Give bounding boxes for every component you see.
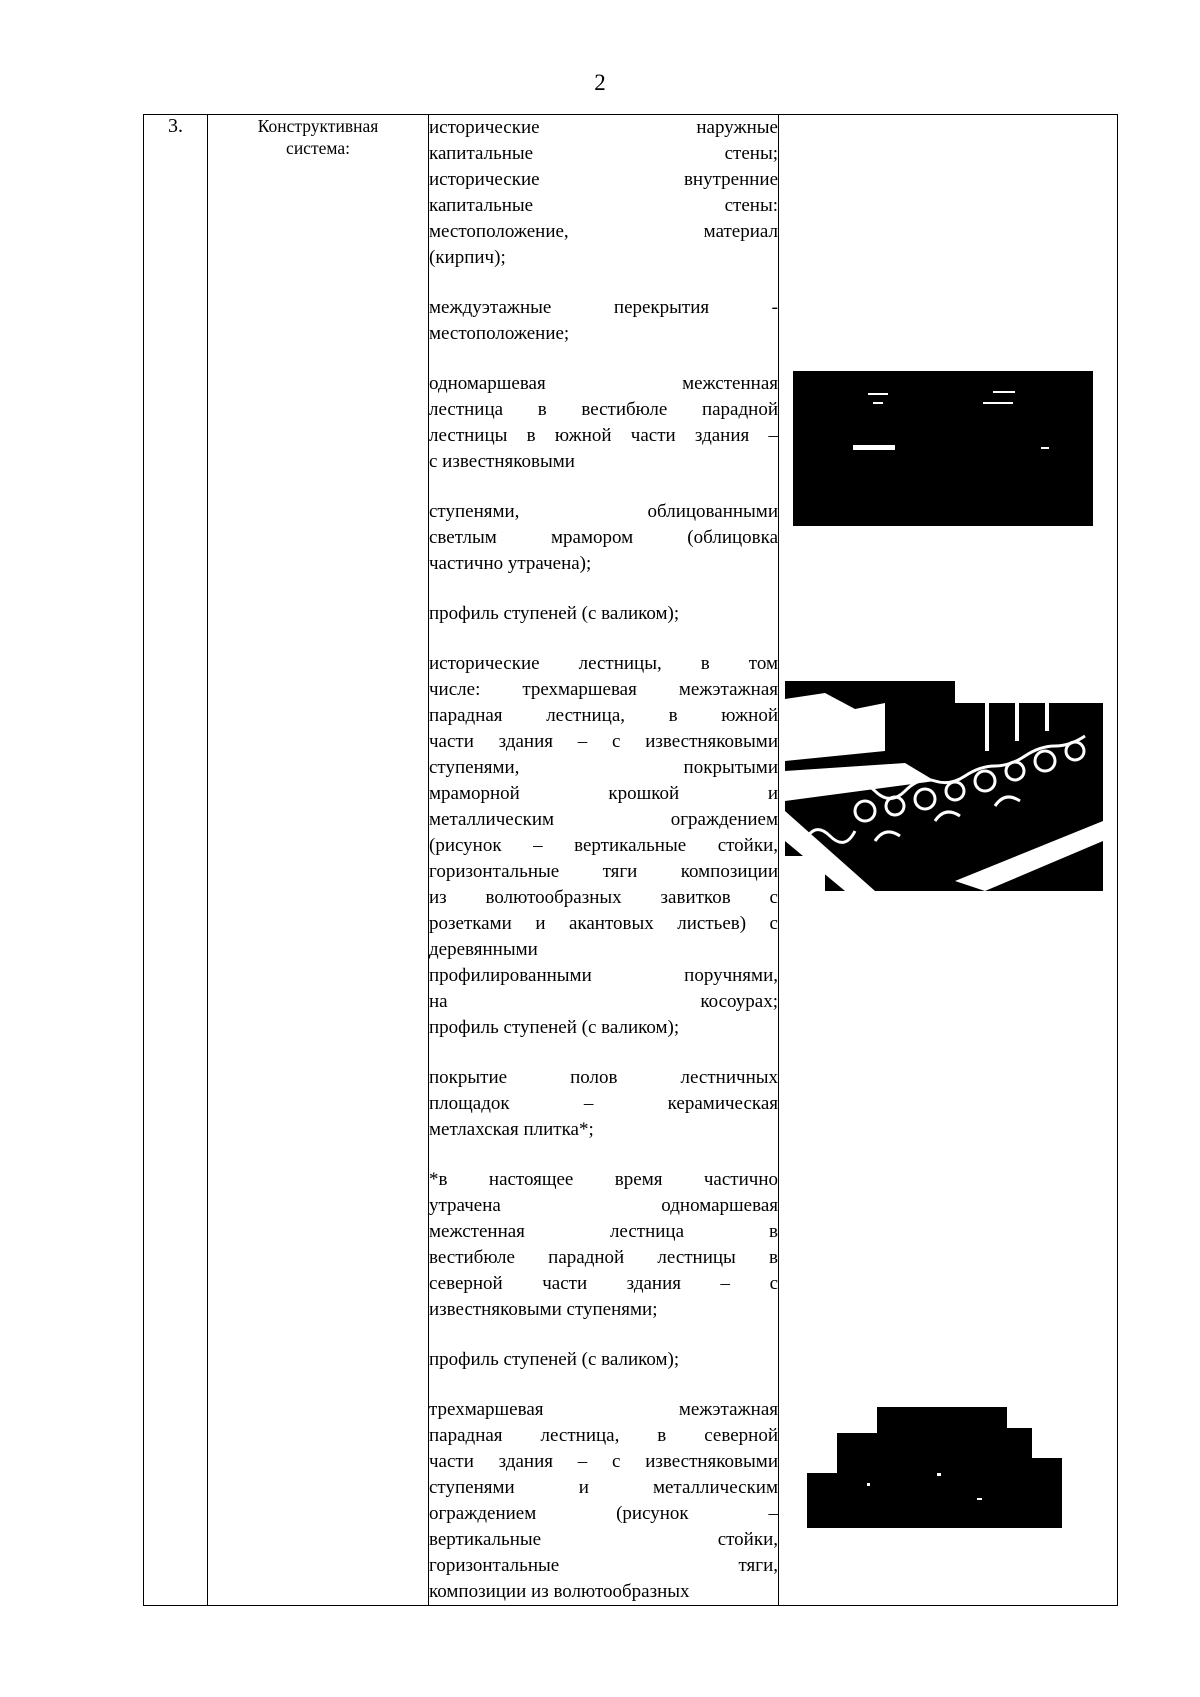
description-line: местоположение, материал (429, 221, 778, 242)
description-line: метлахская плитка*; (429, 1119, 594, 1140)
description-line: трехмаршевая межэтажная (429, 1399, 778, 1420)
table-row (144, 115, 1118, 1606)
description-cell (429, 115, 779, 1606)
description-line: мраморной крошкой и (429, 783, 778, 804)
description-line: с известняковыми (429, 451, 575, 472)
paragraph-gap (429, 627, 778, 651)
description-line: ступенями, покрытыми (429, 757, 778, 778)
description-paragraph (429, 601, 778, 627)
description-line: парадная лестница, в северной (429, 1425, 778, 1446)
description-line: композиции из волютообразных (429, 1581, 690, 1602)
description-line: деревянными (429, 939, 538, 960)
description-paragraph (429, 1397, 778, 1605)
description-line: вестибюле парадной лестницы в (429, 1247, 778, 1268)
row-number-cell (144, 115, 208, 1606)
description-line: междуэтажные перекрытия - (429, 297, 778, 318)
description-line: (кирпич); (429, 247, 506, 268)
description-line: капитальные стены: (429, 195, 778, 216)
description-paragraph (429, 1347, 778, 1373)
south-staircase-railing-photo (785, 681, 1103, 891)
description-line: профиль ступеней (с валиком); (429, 1349, 680, 1370)
monument-subject-table (143, 114, 1118, 1606)
description-line: одномаршевая межстенная (429, 373, 778, 394)
description-line: межстенная лестница в (429, 1221, 778, 1242)
description-line: профиль ступеней (с валиком); (429, 603, 680, 624)
description-line: лестница в вестибюле парадной (429, 399, 778, 420)
description-line: ступенями и металлическим (429, 1477, 778, 1498)
description-line: северной части здания – с (429, 1273, 778, 1294)
subject-name-line: Конструктивная (257, 116, 379, 136)
description-line: известняковыми ступенями; (429, 1299, 658, 1320)
description-line: лестницы в южной части здания – (429, 425, 778, 446)
description-paragraph (429, 295, 778, 347)
subject-name-cell (208, 115, 429, 1606)
paragraph-gap (429, 475, 778, 499)
paragraph-gap (429, 1373, 778, 1397)
description-line: вертикальные стойки, (429, 1529, 778, 1550)
description-line: покрытие полов лестничных (429, 1067, 778, 1088)
description-line: числе: трехмаршевая межэтажная (429, 679, 778, 700)
paragraph-gap (429, 271, 778, 295)
paragraph-gap (429, 347, 778, 371)
description-paragraph (429, 1167, 778, 1323)
description-paragraph (429, 115, 778, 271)
description-line: ступенями, облицованными (429, 501, 778, 522)
description-line: металлическим ограждением (429, 809, 778, 830)
vestibule-stair-photo (793, 371, 1093, 526)
description-line: профилированными поручнями, (429, 965, 778, 986)
description-line: розетками и акантовых листьев) с (429, 913, 778, 934)
description-line: горизонтальные тяги, (429, 1555, 778, 1576)
description-paragraph (429, 499, 778, 577)
page-number: 2 (594, 70, 606, 95)
description-line: горизонтальные тяги композиции (429, 861, 778, 882)
description-line: из волютообразных завитков с (429, 887, 778, 908)
paragraph-gap (429, 1041, 778, 1065)
description-line: исторические внутренние (429, 169, 778, 190)
description-line: профиль ступеней (с валиком); (429, 1017, 680, 1038)
description-line: площадок – керамическая (429, 1093, 778, 1114)
description-line: капитальные стены; (429, 143, 778, 164)
description-line: ограждением (рисунок – (429, 1503, 778, 1524)
description-line: части здания – с известняковыми (429, 1451, 778, 1472)
paragraph-gap (429, 1323, 778, 1347)
description-line: светлым мрамором (облицовка (429, 527, 778, 548)
photo-cell (779, 115, 1118, 1606)
subject-name-line: система: (286, 138, 350, 158)
description-paragraph (429, 371, 778, 475)
description-line: на косоурах; (429, 991, 778, 1012)
paragraph-gap (429, 577, 778, 601)
north-staircase-photo (807, 1403, 1077, 1528)
description-line: части здания – с известняковыми (429, 731, 778, 752)
description-line: парадная лестница, в южной (429, 705, 778, 726)
description-line: утрачена одномаршевая (429, 1195, 778, 1216)
description-paragraph (429, 651, 778, 1041)
description-line: исторические лестницы, в том (429, 653, 778, 674)
description-paragraph (429, 1065, 778, 1143)
description-line: местоположение; (429, 323, 570, 344)
description-line: (рисунок – вертикальные стойки, (429, 835, 778, 856)
description-line: частично утрачена); (429, 553, 592, 574)
description-line: *в настоящее время частично (429, 1169, 778, 1190)
description-line: исторические наружные (429, 117, 778, 138)
paragraph-gap (429, 1143, 778, 1167)
row-number: 3. (168, 115, 183, 137)
